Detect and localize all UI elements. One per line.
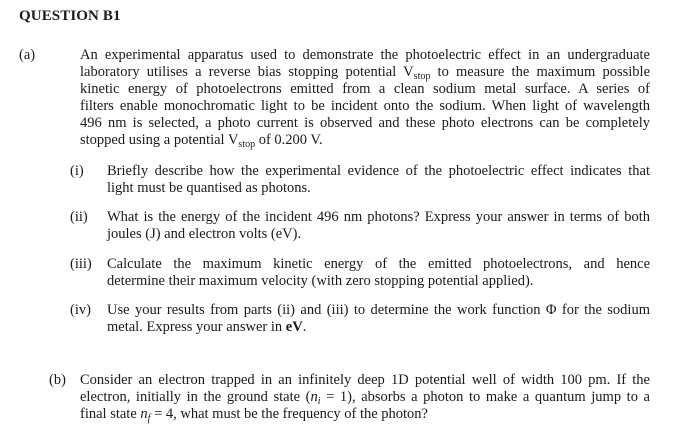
subpart-i-label: (i) [70, 163, 84, 179]
part-a-line-1: An experimental apparatus used to demonstrate the photoelectric effect in an undergraduate [80, 47, 650, 63]
subpart-i-text: Briefly describe how the experimental evidence of the photoelectric effect indicates that light must be quantised as photons. [107, 163, 650, 196]
phi-symbol: Φ [545, 302, 557, 318]
part-a-line-6: stopped using a potential $V_{stop}$ of 0.200 V. [80, 132, 323, 150]
part-a-line-5: 496 nm is selected, a photo current is observed and these photo electrons can be completely [80, 115, 650, 131]
subpart-iii-label: (iii) [70, 256, 92, 272]
part-b-text: Consider an electron trapped in an infinitely deep 1D potential well of width 100 pm. If the electron, initially in the ground state $(n_i = 1)$, absorbs a photon to make a quantum jump to a final state $n_f = 4$, what must be the frequency of the photon? [80, 372, 650, 424]
part-b-label: (b) [49, 372, 66, 388]
subpart-iv-text: Use your results from parts (ii) and (iii) to determine the work function Φ for the sodium metal. Express your answer in eV. [107, 302, 650, 335]
part-a-line-3: kinetic energy of photoelectrons emitted from a clean sodium metal surface. A series of [80, 81, 650, 97]
subpart-ii-label: (ii) [70, 209, 88, 225]
part-a-text [80, 47, 650, 149]
part-a-label: (a) [19, 47, 36, 63]
subpart-iv-label: (iv) [70, 302, 91, 318]
part-a-line-4: filters enable monochromatic light to be incident onto the sodium. When light of wavelength [80, 98, 650, 114]
subpart-iii-text: Calculate the maximum kinetic energy of the emitted photoelectrons, and hence determine their maximum velocity (with zero stopping potential applied). [107, 256, 650, 289]
part-a-line-2: laboratory utilises a reverse bias stopping potential $V_{stop}$ to measure the maximum possible [80, 64, 651, 82]
subpart-ii-text: What is the energy of the incident 496 nm photons? Express your answer in terms of both joules (J) and electron volts (eV). [107, 209, 650, 242]
question-title: QUESTION B1 [19, 8, 121, 24]
